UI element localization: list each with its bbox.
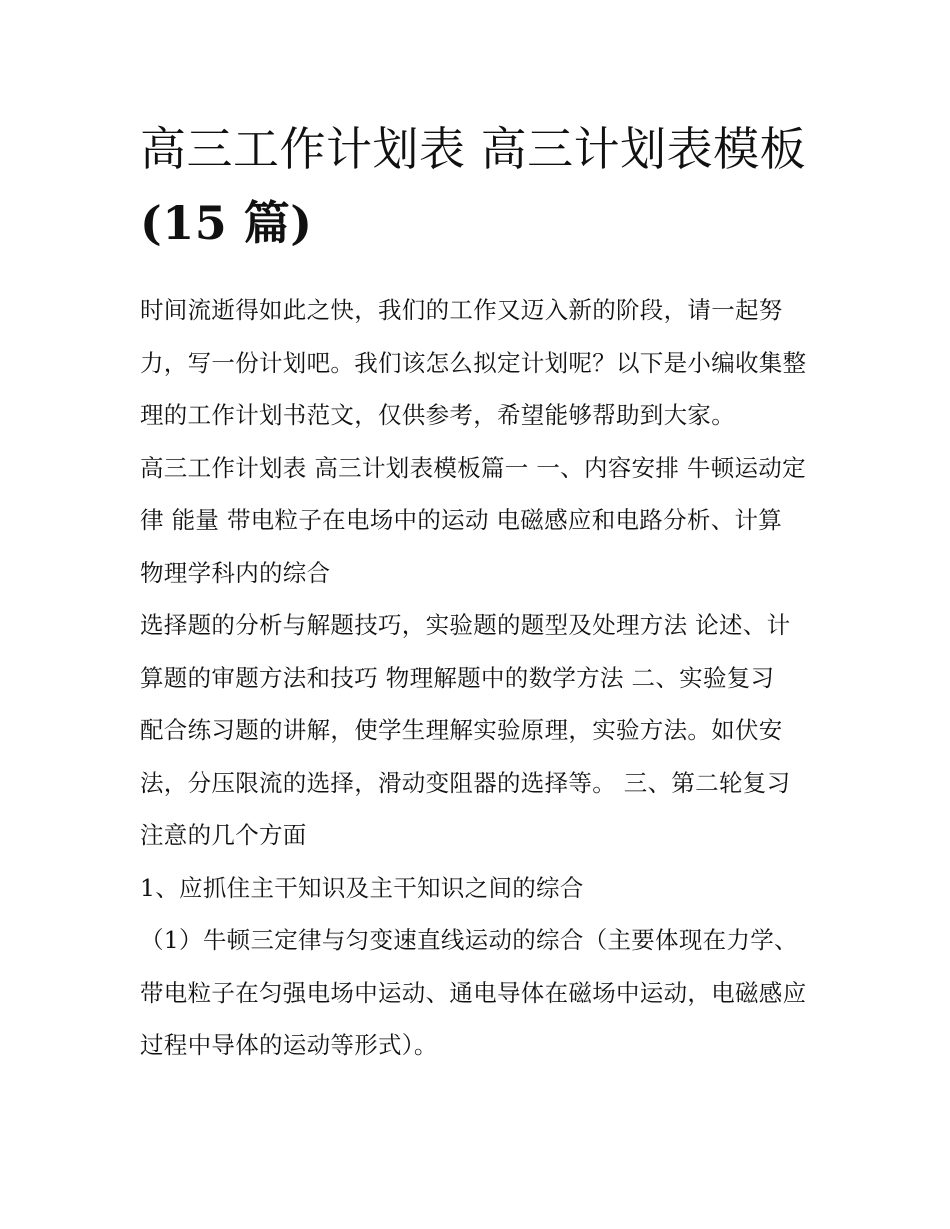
document-title <box>140 112 812 260</box>
document-title-text: 高三工作计划表 高三计划表模板 <box>140 122 807 176</box>
paragraph-problem-solving: 选择题的分析与解题技巧，实验题的题型及处理方法 论述、计算题的审题方法和技巧 物理解题中的数学方法 二、实验复习 <box>140 611 791 692</box>
document-body <box>140 112 812 1072</box>
paragraph-point-1-sub-1: （1）牛顿三定律与匀变速直线运动的综合（主要体现在力学、带电粒子在匀强电场中运动、通电导体在磁场中运动，电磁感应过程中导体的运动等形式）。 <box>140 926 807 1059</box>
document-title-suffix: (15 篇) <box>140 196 313 250</box>
paragraph-content-arrangement: 高三工作计划表 高三计划表模板篇一 一、内容安排 牛顿运动定律 能量 带电粒子在电场中的运动 电磁感应和电路分析、计算 物理学科内的综合 <box>140 453 806 587</box>
paragraph-point-1: 1、应抓住主干知识及主干知识之间的综合 <box>140 873 584 902</box>
paragraph-intro: 时间流逝得如此之快，我们的工作又迈入新的阶段，请一起努力，写一份计划吧。我们该怎么拟定计划呢？以下是小编收集整理的工作计划书范文，仅供参考，希望能够帮助到大家。 <box>140 296 807 429</box>
paragraph-experiment-review: 配合练习题的讲解，使学生理解实验原理，实验方法。如伏安法，分压限流的选择，滑动变阻器的选择等。 三、第二轮复习注意的几个方面 <box>140 716 791 849</box>
